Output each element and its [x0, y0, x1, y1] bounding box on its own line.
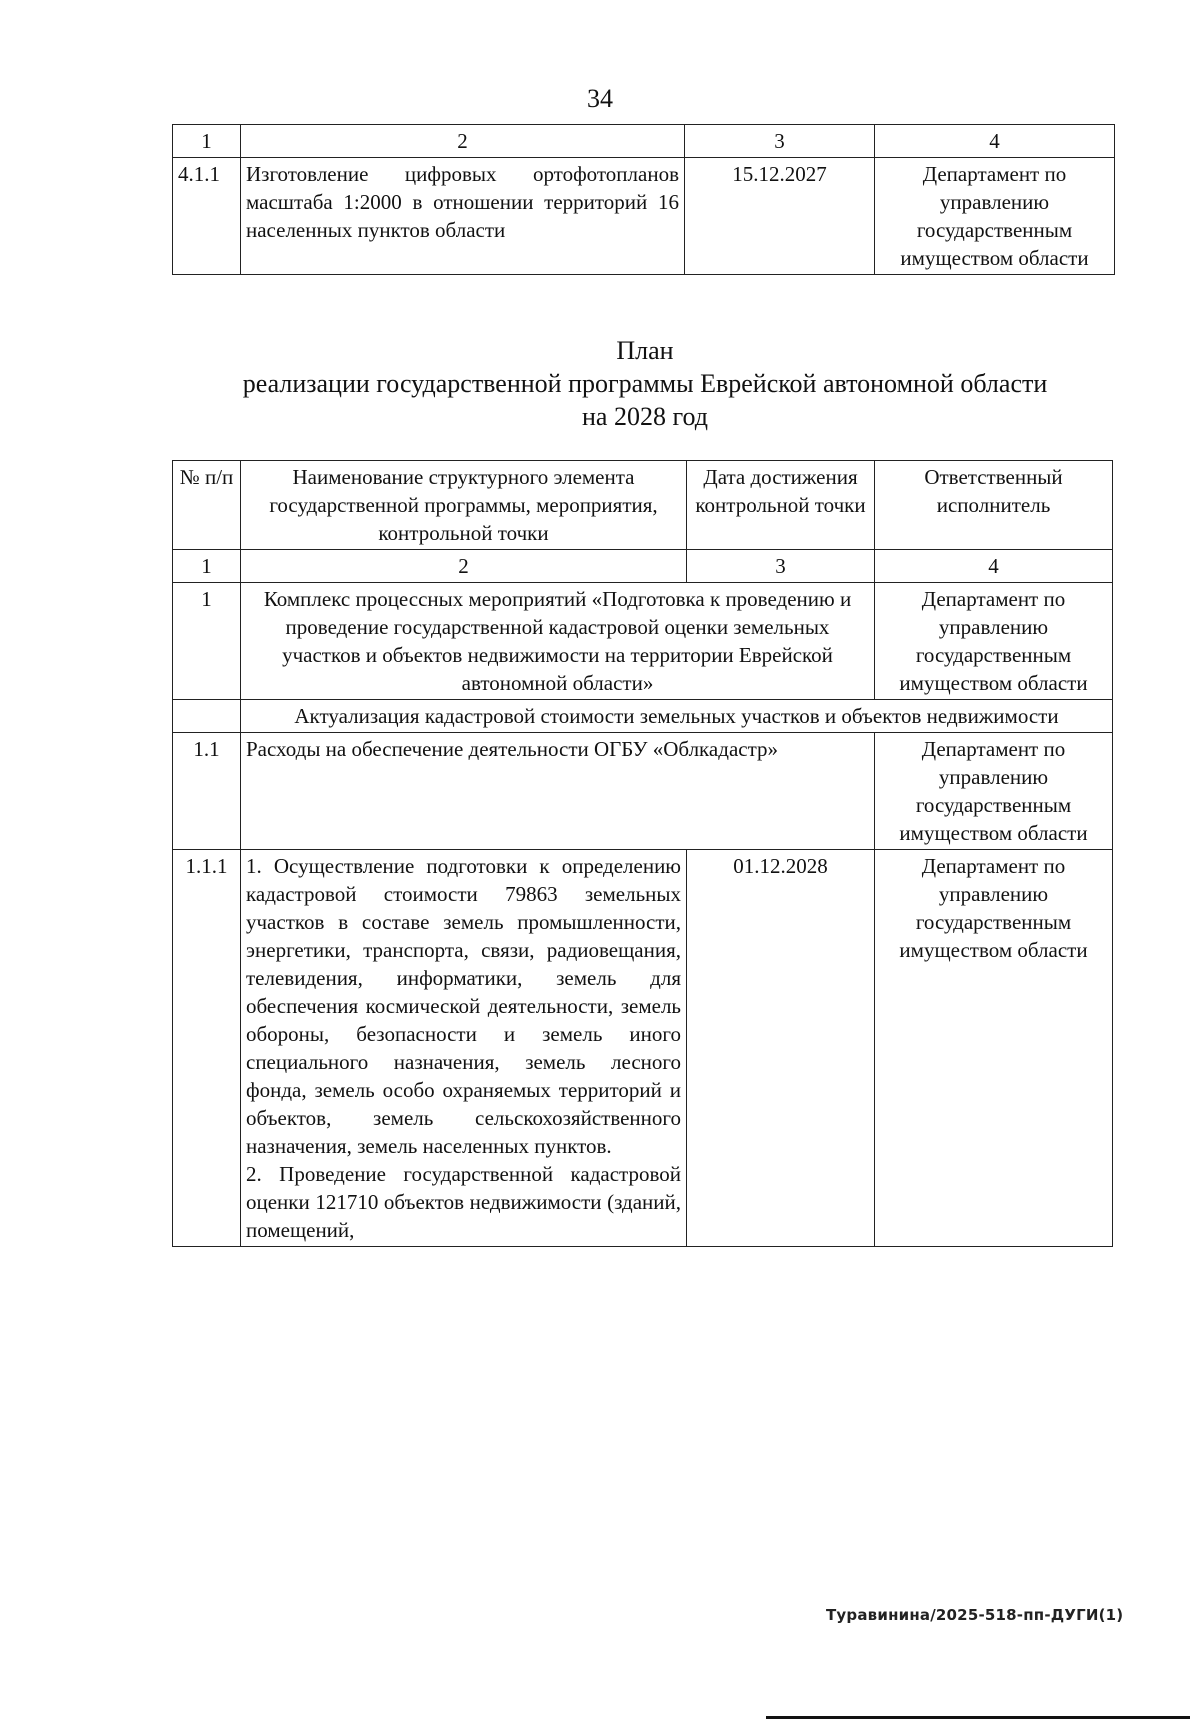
header-num: № п/п	[173, 461, 241, 550]
section-row	[173, 700, 1113, 733]
row-number: 1.1	[173, 733, 241, 850]
row-responsible: Департамент по управлению государственным имуществом области	[875, 583, 1113, 700]
row-name-paragraph: 1. Осуществление подготовки к определению кадастровой стоимости 79863 земельных участков в составе земель промышленности, энергетики, транспорта, связи, радиовещания, телевидения, информатики, земель для обеспечения космической деятельности, земель обороны, безопасности и земель иного специального назначения, земель лесного фонда, земель особо охраняемых территорий и объектов, земель сельскохозяйственного назначения, земель населенных пунктов.	[246, 854, 681, 1158]
row-responsible: Департамент по управлению государственным имуществом области	[875, 850, 1113, 1247]
top-table-header-row	[173, 125, 1115, 158]
col-number: 3	[687, 550, 875, 583]
row-name-paragraph: 2. Проведение государственной кадастровой оценки 121710 объектов недвижимости (зданий, помещений,	[246, 1162, 681, 1242]
table-row	[173, 733, 1113, 850]
header-name: Наименование структурного элемента государственной программы, мероприятия, контрольной точки	[241, 461, 687, 550]
top-table	[172, 124, 1115, 275]
row-responsible: Департамент по управлению государственным имуществом области	[875, 158, 1115, 275]
plan-subtitle: реализации государственной программы Еврейской автономной области	[242, 369, 1048, 398]
row-number: 4.1.1	[173, 158, 241, 275]
section-title: Актуализация кадастровой стоимости земельных участков и объектов недвижимости	[241, 700, 1113, 733]
plan-table	[172, 460, 1113, 1247]
bottom-divider	[766, 1716, 1190, 1719]
row-name: Расходы на обеспечение деятельности ОГБУ «Облкадастр»	[241, 733, 875, 850]
col-number: 3	[685, 125, 875, 158]
col-number: 2	[241, 550, 687, 583]
row-number: 1	[173, 583, 241, 700]
row-name: Изготовление цифровых ортофотопланов масштаба 1:2000 в отношении территорий 16 населенных пунктов области	[241, 158, 685, 275]
col-number: 2	[241, 125, 685, 158]
table-row	[173, 158, 1115, 275]
footer-document-code: Туравинина/2025-518-пп-ДУГИ(1)	[826, 1606, 1124, 1624]
col-number: 1	[173, 550, 241, 583]
row-number: 1.1.1	[173, 850, 241, 1247]
plan-heading	[140, 334, 1150, 433]
plan-year: на 2028 год	[582, 402, 708, 431]
table-row	[173, 583, 1113, 700]
header-date: Дата достижения контрольной точки	[687, 461, 875, 550]
row-name: Комплекс процессных мероприятий «Подготовка к проведению и проведение государственной кадастровой оценки земельных участков и объектов недвижимости на территории Еврейской автономной области»	[241, 583, 875, 700]
row-responsible: Департамент по управлению государственным имуществом области	[875, 733, 1113, 850]
col-number: 4	[875, 125, 1115, 158]
header-responsible: Ответственный исполнитель	[875, 461, 1113, 550]
plan-table-header-row	[173, 461, 1113, 550]
row-date: 01.12.2028	[687, 850, 875, 1247]
row-date: 15.12.2027	[685, 158, 875, 275]
col-number: 4	[875, 550, 1113, 583]
row-number	[173, 700, 241, 733]
row-name	[241, 850, 687, 1247]
col-number: 1	[173, 125, 241, 158]
table-row	[173, 850, 1113, 1247]
page-number: 34	[587, 84, 613, 113]
plan-table-colnum-row	[173, 550, 1113, 583]
plan-title: План	[616, 336, 674, 365]
